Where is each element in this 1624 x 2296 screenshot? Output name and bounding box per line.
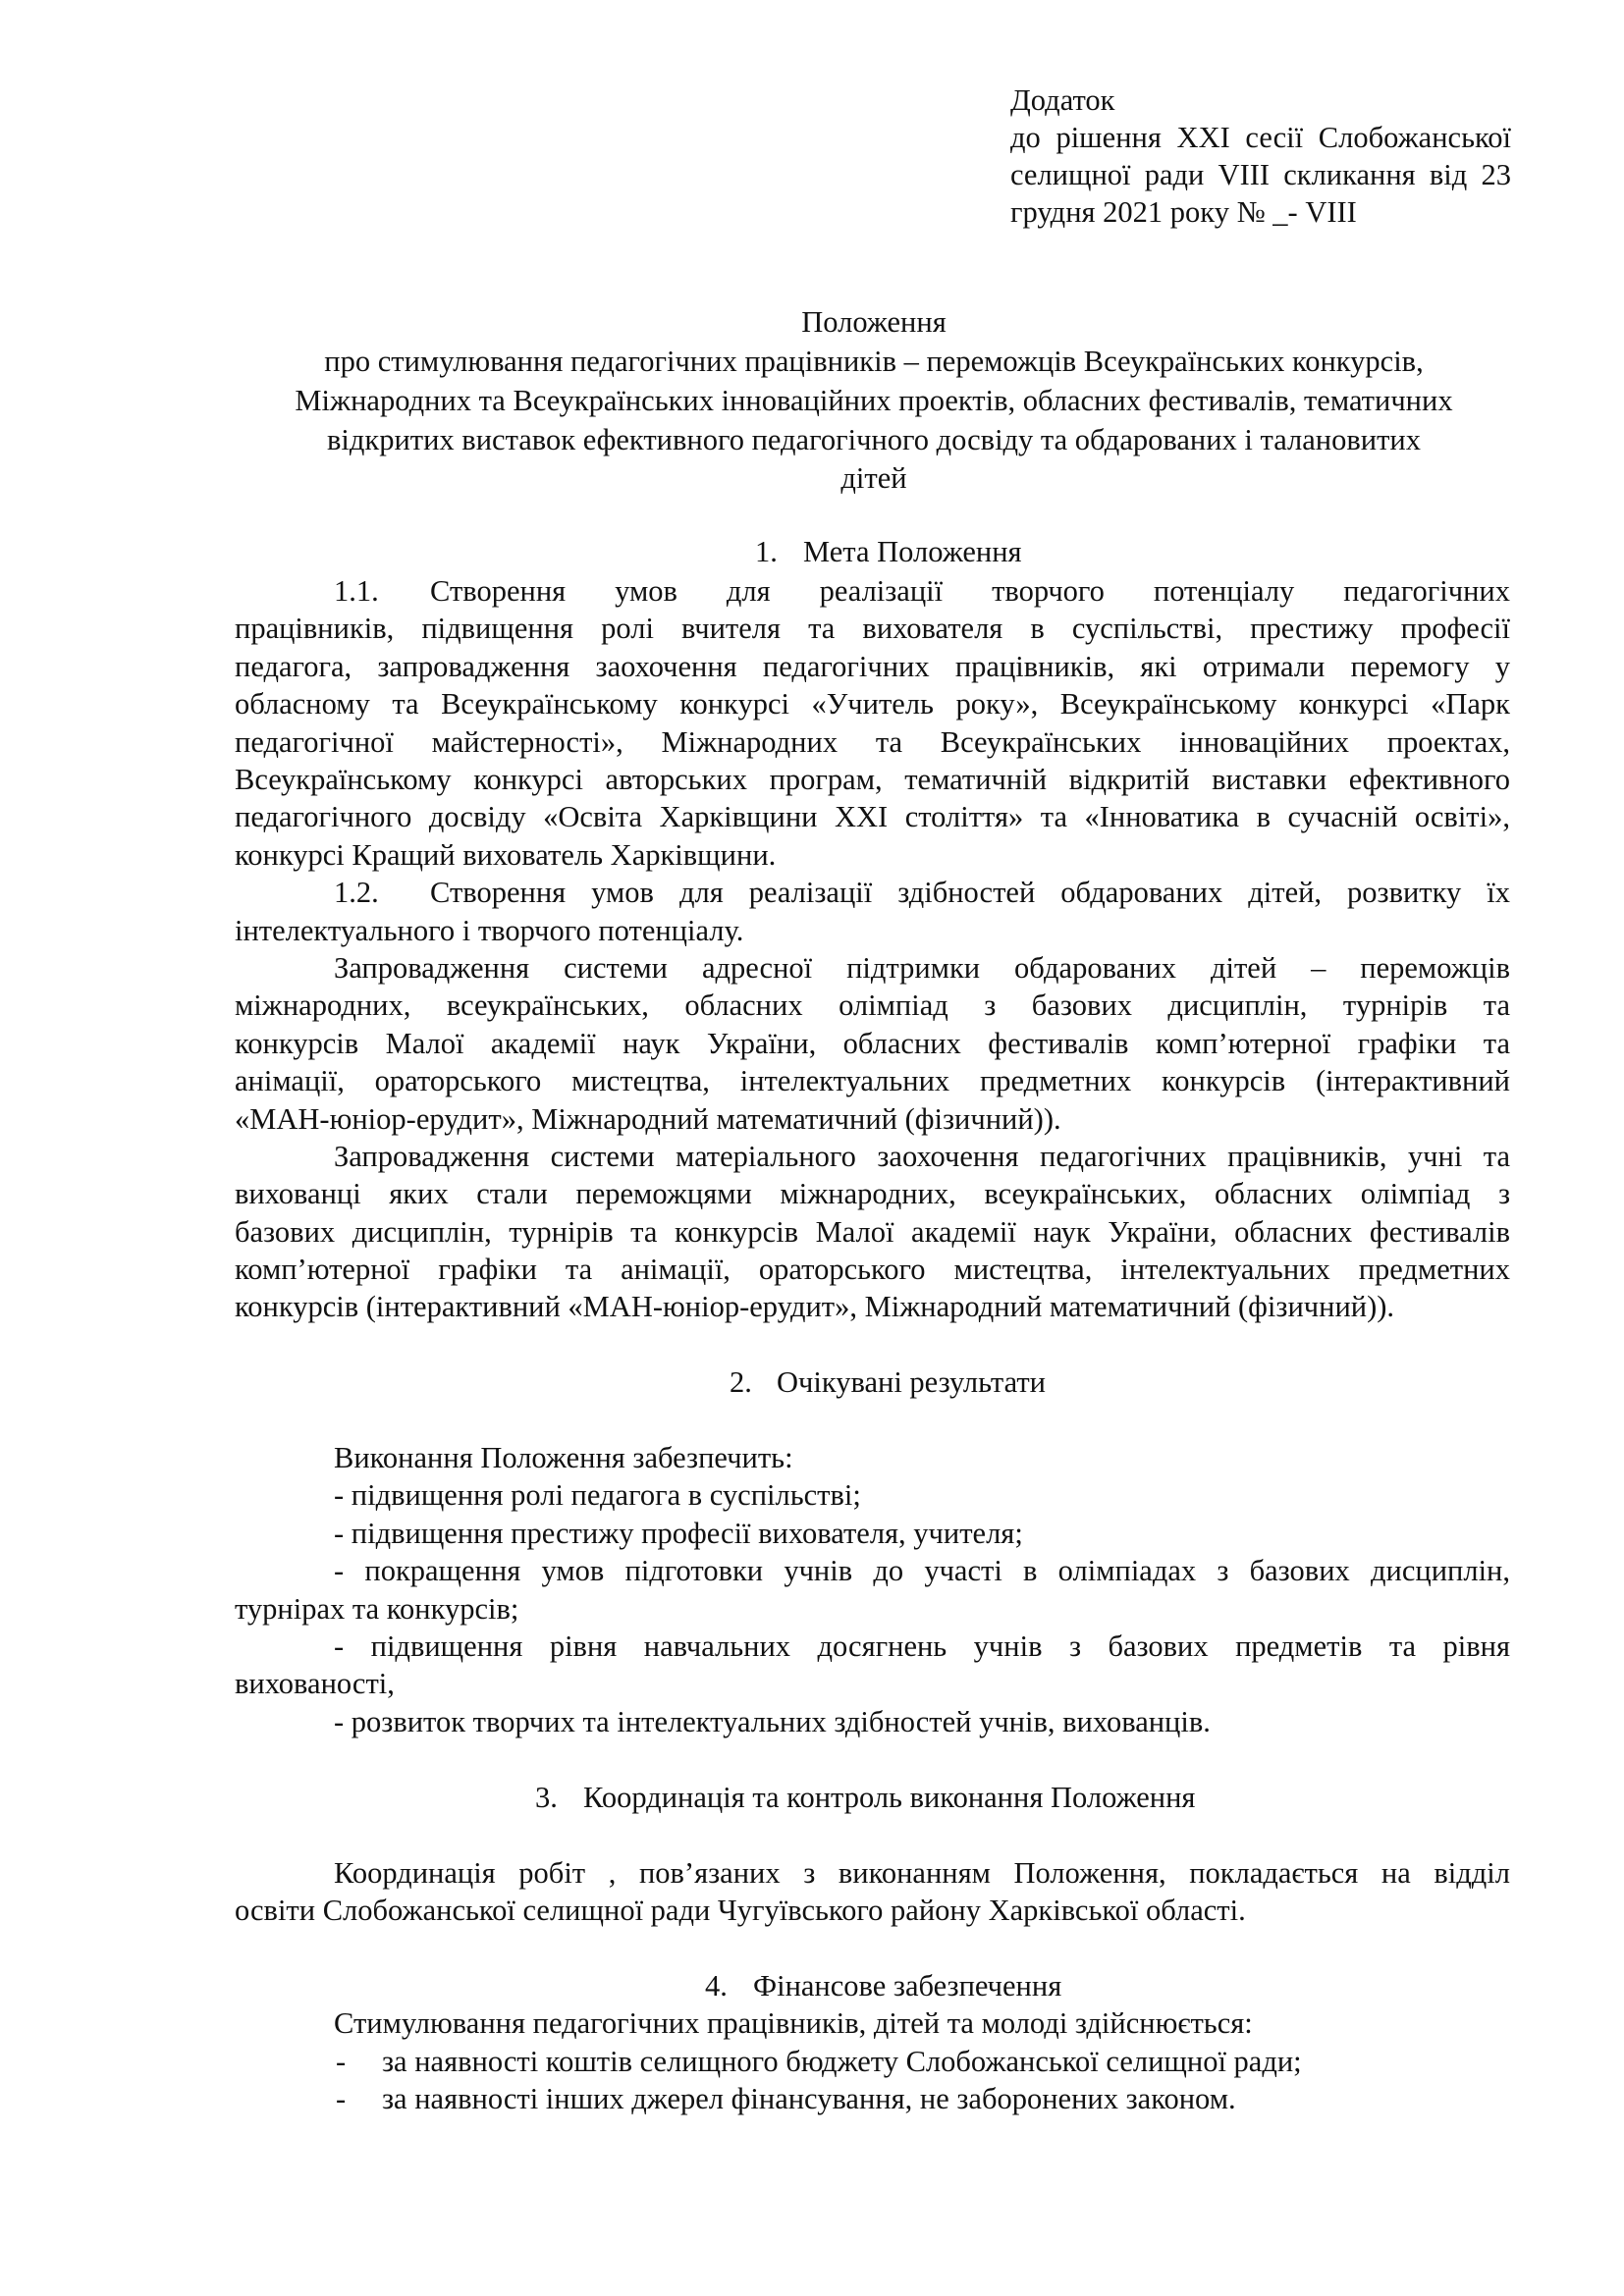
list-item: - покращення умов підготовки учнів до участі в олімпіадах з базових дисциплін, — [334, 1554, 1510, 1587]
paragraph-line: Запровадження системи адресної підтримки обдарованих дітей – переможців — [334, 951, 1510, 985]
list-item: - підвищення престижу професії вихователя, учителя; — [334, 1517, 1023, 1550]
paragraph-line: конкурсів Малої академії наук України, обласних фестивалів комп’ютерної графіки та — [235, 1027, 1510, 1060]
paragraph-line: Всеукраїнському конкурсі авторських програм, тематичній відкритій виставки ефективного — [235, 763, 1510, 796]
list-item: - підвищення рівня навчальних досягнень учнів з базових предметів та рівня — [334, 1629, 1510, 1663]
paragraph-line: вихованці яких стали переможцями міжнародних, всеукраїнських, обласних олімпіад з — [235, 1177, 1510, 1210]
paragraph-line: педагога, запровадження заохочення педагогічних працівників, які отримали перемогу у — [235, 650, 1510, 683]
section-heading: Очікувані результати — [777, 1365, 1046, 1399]
list-intro: Виконання Положення забезпечить: — [334, 1441, 793, 1474]
list-item: вихованості, — [235, 1667, 395, 1700]
title-line: про стимулювання педагогічних працівників – переможців Всеукраїнських конкурсів, — [324, 345, 1424, 378]
paragraph-line: «МАН-юніор-ерудит», Міжнародний математичний (фізичний)). — [235, 1102, 1061, 1136]
paragraph-number: 1.1. — [334, 574, 379, 608]
paragraph-line: обласному та Всеукраїнському конкурсі «Учитель року», Всеукраїнському конкурсі «Парк — [235, 687, 1510, 721]
list-dash: - — [336, 2045, 347, 2078]
paragraph-line: інтелектуального і творчого потенціалу. — [235, 914, 744, 947]
paragraph-line: педагогічної майстерності», Міжнародних та Всеукраїнських інноваційних проектах, — [235, 725, 1510, 759]
paragraph-line: конкурсі Кращий вихователь Харківщини. — [235, 838, 777, 872]
section-heading: Мета Положення — [803, 535, 1022, 568]
title-line: дітей — [840, 461, 907, 495]
paragraph-line: комп’ютерної графіки та анімації, ораторського мистецтва, інтелектуальних предметних — [235, 1253, 1510, 1286]
list-item: за наявності коштів селищного бюджету Слобожанської селищної ради; — [382, 2045, 1302, 2078]
paragraph-line: Створення умов для реалізації творчого потенціалу педагогічних — [430, 574, 1510, 608]
list-item: - підвищення ролі педагога в суспільстві; — [334, 1478, 861, 1512]
paragraph-number: 1.2. — [334, 876, 379, 909]
title-heading: Положення — [801, 305, 947, 339]
section-number: 2. — [730, 1365, 752, 1399]
addendum-line: Додаток — [1010, 83, 1115, 117]
addendum-line: селищної ради VIII скликання від 23 — [1010, 158, 1511, 191]
title-line: Міжнародних та Всеукраїнських інноваційних проектів, обласних фестивалів, тематичних — [295, 384, 1453, 417]
section-heading: Координація та контроль виконання Положення — [583, 1781, 1196, 1814]
section-heading: Фінансове забезпечення — [753, 1969, 1062, 2002]
list-dash: - — [336, 2082, 347, 2115]
list-item: за наявності інших джерел фінансування, не заборонених законом. — [382, 2082, 1236, 2115]
paragraph-line: анімації, ораторського мистецтва, інтелектуальних предметних конкурсів (інтерактивний — [235, 1064, 1510, 1097]
addendum-line: грудня 2021 року № _- VIII — [1010, 195, 1357, 229]
paragraph-line: педагогічного досвіду «Освіта Харківщини XXI століття» та «Інноватика в сучасній освіті», — [235, 800, 1510, 833]
paragraph-line: Запровадження системи матеріального заохочення педагогічних працівників, учні та — [334, 1140, 1510, 1173]
paragraph-line: конкурсів (інтерактивний «МАН-юніор-ерудит», Міжнародний математичний (фізичний)). — [235, 1290, 1395, 1323]
list-item: турнірах та конкурсів; — [235, 1592, 519, 1626]
section-number: 4. — [705, 1969, 728, 2002]
addendum-line: до рішення XXI сесії Слобожанської — [1010, 121, 1511, 154]
section-number: 1. — [755, 535, 778, 568]
paragraph-line: міжнародних, всеукраїнських, обласних олімпіад з базових дисциплін, турнірів та — [235, 988, 1510, 1022]
list-item: - розвиток творчих та інтелектуальних здібностей учнів, вихованців. — [334, 1705, 1211, 1738]
section-number: 3. — [535, 1781, 558, 1814]
title-line: відкритих виставок ефективного педагогічного досвіду та обдарованих і талановитих — [327, 423, 1421, 456]
paragraph-line: працівників, підвищення ролі вчителя та вихователя в суспільстві, престижу професії — [235, 612, 1510, 645]
paragraph-line: Створення умов для реалізації здібностей обдарованих дітей, розвитку їх — [430, 876, 1510, 909]
paragraph-line: Координація робіт , пов’язаних з виконанням Положення, покладається на відділ — [334, 1856, 1510, 1890]
list-intro: Стимулювання педагогічних працівників, дітей та молоді здійснюється: — [334, 2006, 1253, 2040]
paragraph-line: базових дисциплін, турнірів та конкурсів Малої академії наук України, обласних фестивалів — [235, 1215, 1510, 1249]
paragraph-line: освіти Слобожанської селищної ради Чугуївського району Харківської області. — [235, 1894, 1246, 1927]
